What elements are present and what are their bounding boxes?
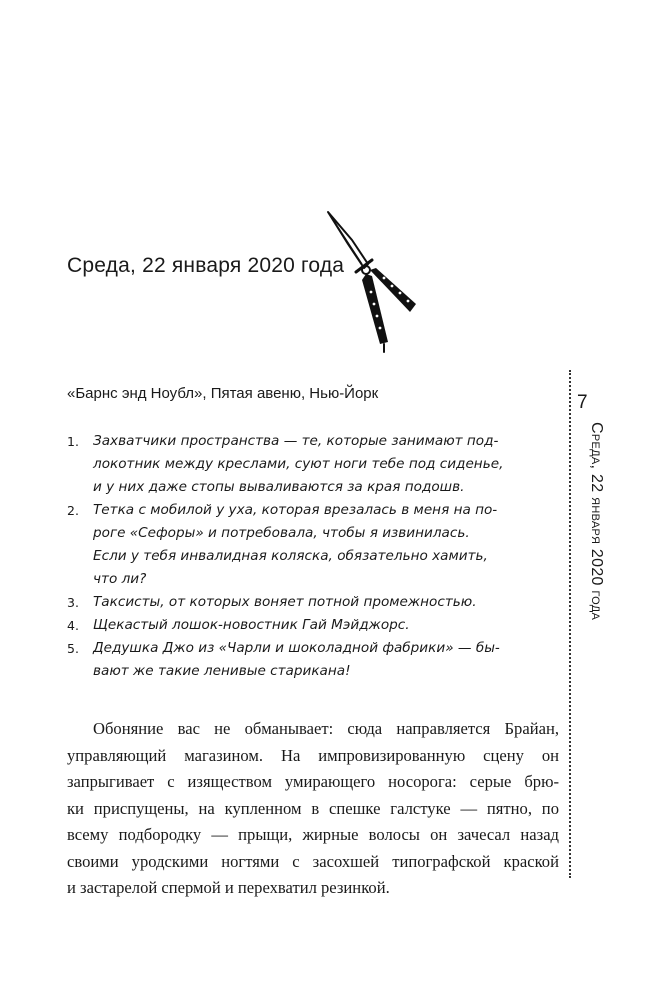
list-item (67, 499, 559, 591)
body-line: управляющий магазином. На импровизированную сцену он (67, 745, 559, 765)
list-item-line: Если у тебя инвалидная коляска, обязательно хамить, (93, 548, 488, 564)
list-item-line: Захватчики пространства — те, которые занимают под- (93, 433, 499, 449)
dotted-rule (569, 370, 571, 878)
list-item-line: что ли? (93, 571, 147, 587)
list-item-line: Тетка с мобилой у уха, которая врезалась в меня на по- (93, 502, 498, 518)
chapter-title: Среда, 22 января 2020 года (67, 254, 345, 277)
body-line: ки приспущены, на купленном в спешке галстуке — пятно, по (67, 798, 559, 818)
list-item (67, 637, 559, 683)
butterfly-knife-icon (322, 206, 422, 356)
body-line: Обоняние вас не обманывает: сюда направляется Брайан, (93, 719, 559, 738)
body-line: всему подбородку — прыщи, жирные волосы он зачесал назад (67, 825, 559, 844)
page-number: 7 (577, 392, 588, 413)
body-line: запрыгивает с изяществом умирающего носорога: серые брю- (67, 772, 559, 791)
running-head (569, 370, 609, 890)
list-item-line: локотник между креслами, суют ноги тебе под сиденье, (93, 456, 504, 472)
body-line: своими уродскими ногтями с засохшей типографской краской (67, 851, 559, 871)
list-item-number: 2. (67, 503, 79, 518)
list-item-line: Щекастый лошок-новостник Гай Мэйджорс. (93, 617, 410, 633)
list-item-line: Дедушка Джо из «Чарли и шоколадной фабрики» — бы- (93, 640, 500, 656)
list-item-line: и у них даже стопы вываливаются за края подошв. (93, 479, 465, 495)
list-item-number: 3. (67, 595, 79, 610)
body-line: и застарелой спермой и перехватил резинкой. (67, 878, 390, 897)
list-item (67, 430, 559, 499)
list-item (67, 614, 559, 637)
list-item (67, 591, 559, 614)
numbered-list (67, 430, 559, 683)
list-item-number: 1. (67, 434, 79, 449)
list-item-line: вают же такие ленивые старикана! (93, 663, 351, 679)
running-head-title: Среда, 22 января 2020 года (588, 422, 605, 621)
location-line: «Барнс энд Ноубл», Пятая авеню, Нью-Йорк (67, 385, 379, 402)
list-item-line: роге «Сефоры» и потребовала, чтобы я извинилась. (93, 525, 470, 541)
list-item-number: 5. (67, 641, 79, 656)
list-item-number: 4. (67, 618, 79, 633)
body-paragraph (67, 716, 559, 902)
list-item-line: Таксисты, от которых воняет потной промежностью. (93, 594, 477, 610)
